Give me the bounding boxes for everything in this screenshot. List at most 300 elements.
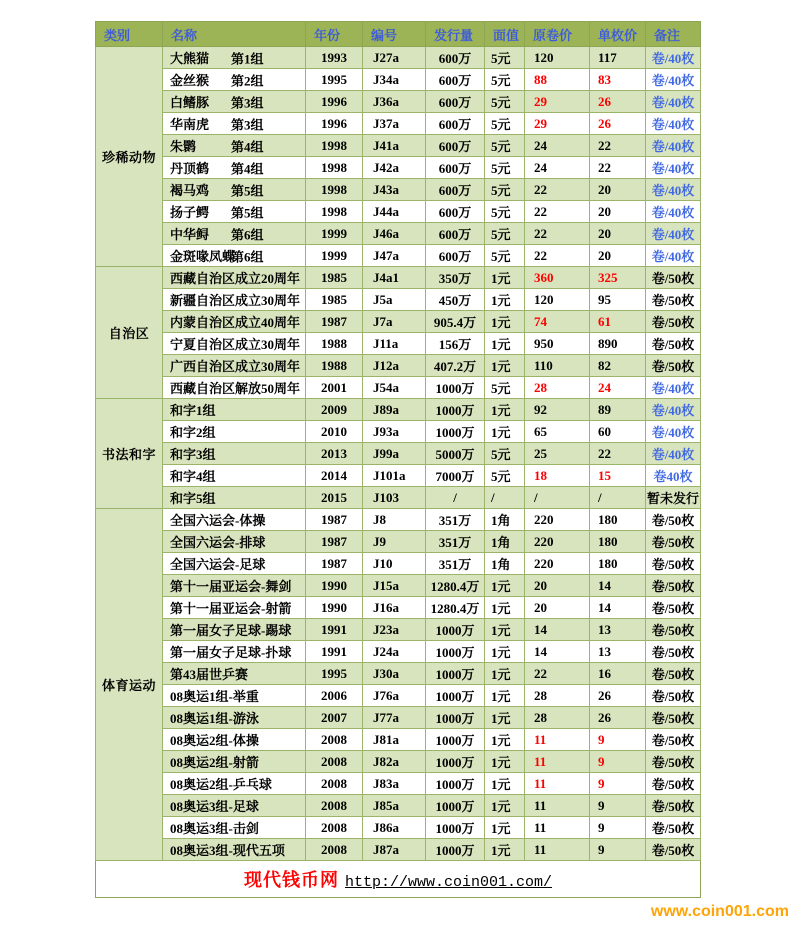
year-cell: 2010 bbox=[306, 421, 363, 443]
coin-name-cell bbox=[163, 663, 306, 685]
table-row bbox=[96, 729, 701, 751]
year-cell: 2006 bbox=[306, 685, 363, 707]
table-row bbox=[96, 619, 701, 641]
roll-cell: / bbox=[525, 487, 590, 509]
code-cell: J9 bbox=[363, 531, 426, 553]
issue-cell: 1280.4万 bbox=[426, 575, 485, 597]
year-cell: 1990 bbox=[306, 575, 363, 597]
coin-name: 和字5组 bbox=[170, 491, 216, 506]
group-label: 第6组 bbox=[231, 227, 264, 242]
table-row bbox=[96, 465, 701, 487]
code-cell: J93a bbox=[363, 421, 426, 443]
table-row bbox=[96, 707, 701, 729]
note-cell: 卷/40枚 bbox=[646, 201, 701, 223]
unit-cell: 82 bbox=[590, 355, 646, 377]
note-cell: 卷/50枚 bbox=[646, 333, 701, 355]
face-cell: 1元 bbox=[485, 641, 525, 663]
code-cell: J83a bbox=[363, 773, 426, 795]
note-cell: 卷/50枚 bbox=[646, 575, 701, 597]
code-cell: J101a bbox=[363, 465, 426, 487]
coin-name-cell bbox=[163, 157, 306, 179]
group-label: 第5组 bbox=[231, 205, 264, 220]
roll-cell: 74 bbox=[525, 311, 590, 333]
face-cell: 1元 bbox=[485, 663, 525, 685]
roll-cell: 11 bbox=[525, 729, 590, 751]
roll-cell: 24 bbox=[525, 135, 590, 157]
table-row bbox=[96, 69, 701, 91]
face-cell: 5元 bbox=[485, 69, 525, 91]
issue-cell: 5000万 bbox=[426, 443, 485, 465]
issue-cell: 1000万 bbox=[426, 399, 485, 421]
code-cell: J24a bbox=[363, 641, 426, 663]
unit-cell: 9 bbox=[590, 773, 646, 795]
roll-cell: 22 bbox=[525, 179, 590, 201]
coin-name-cell bbox=[163, 201, 306, 223]
site-url-link[interactable]: http://www.coin001.com/ bbox=[344, 874, 553, 891]
coin-name-cell bbox=[163, 223, 306, 245]
coin-name: 和字3组 bbox=[170, 447, 216, 462]
code-cell: J4a1 bbox=[363, 267, 426, 289]
coin-name-cell bbox=[163, 135, 306, 157]
table-row bbox=[96, 575, 701, 597]
code-cell: J46a bbox=[363, 223, 426, 245]
issue-cell: 600万 bbox=[426, 91, 485, 113]
issue-cell: 1000万 bbox=[426, 377, 485, 399]
year-cell: 1998 bbox=[306, 135, 363, 157]
coin-name-cell bbox=[163, 443, 306, 465]
coin-name: 扬子鳄 bbox=[170, 205, 210, 220]
issue-cell: 1000万 bbox=[426, 817, 485, 839]
code-cell: J81a bbox=[363, 729, 426, 751]
code-cell: J86a bbox=[363, 817, 426, 839]
footer-row bbox=[96, 861, 701, 898]
code-cell: J43a bbox=[363, 179, 426, 201]
coin-name: 08奥运3组-击剑 bbox=[170, 821, 259, 836]
issue-cell: 600万 bbox=[426, 223, 485, 245]
code-cell: J11a bbox=[363, 333, 426, 355]
issue-cell: 600万 bbox=[426, 113, 485, 135]
face-cell: 1元 bbox=[485, 773, 525, 795]
column-header-roll: 原卷价 bbox=[525, 22, 590, 47]
roll-cell: 14 bbox=[525, 619, 590, 641]
code-cell: J76a bbox=[363, 685, 426, 707]
coin-name: 08奥运3组-足球 bbox=[170, 799, 259, 814]
unit-cell: 26 bbox=[590, 91, 646, 113]
issue-cell: 600万 bbox=[426, 201, 485, 223]
year-cell: 2008 bbox=[306, 839, 363, 861]
coin-name-cell bbox=[163, 575, 306, 597]
face-cell: 1元 bbox=[485, 333, 525, 355]
roll-cell: 11 bbox=[525, 795, 590, 817]
coin-name-cell bbox=[163, 773, 306, 795]
coin-name-cell bbox=[163, 399, 306, 421]
year-cell: 2013 bbox=[306, 443, 363, 465]
table-row bbox=[96, 751, 701, 773]
issue-cell: 1000万 bbox=[426, 795, 485, 817]
unit-cell: 22 bbox=[590, 135, 646, 157]
roll-cell: 11 bbox=[525, 839, 590, 861]
table-row bbox=[96, 663, 701, 685]
issue-cell: 351万 bbox=[426, 531, 485, 553]
issue-cell: 450万 bbox=[426, 289, 485, 311]
coin-name-cell bbox=[163, 751, 306, 773]
issue-cell: 905.4万 bbox=[426, 311, 485, 333]
unit-cell: 180 bbox=[590, 531, 646, 553]
group-label: 第3组 bbox=[231, 95, 264, 110]
roll-cell: 28 bbox=[525, 377, 590, 399]
unit-cell: 9 bbox=[590, 729, 646, 751]
coin-name: 丹顶鹤 bbox=[170, 161, 210, 176]
unit-cell: 9 bbox=[590, 751, 646, 773]
year-cell: 2008 bbox=[306, 795, 363, 817]
coin-name: 全国六运会-排球 bbox=[170, 535, 266, 550]
unit-cell: 20 bbox=[590, 179, 646, 201]
roll-cell: 120 bbox=[525, 289, 590, 311]
roll-cell: 65 bbox=[525, 421, 590, 443]
note-cell: 卷/50枚 bbox=[646, 289, 701, 311]
table-row bbox=[96, 91, 701, 113]
table-row bbox=[96, 531, 701, 553]
table-row bbox=[96, 333, 701, 355]
roll-cell: 120 bbox=[525, 47, 590, 69]
group-label: 第3组 bbox=[231, 117, 264, 132]
note-cell: 卷/40枚 bbox=[646, 179, 701, 201]
unit-cell: 117 bbox=[590, 47, 646, 69]
coin-name-cell bbox=[163, 839, 306, 861]
coin-name-cell bbox=[163, 553, 306, 575]
table-header-row bbox=[96, 22, 701, 47]
table-row bbox=[96, 201, 701, 223]
table-row bbox=[96, 267, 701, 289]
code-cell: J44a bbox=[363, 201, 426, 223]
category-cell-3: 书法和字 bbox=[96, 399, 163, 509]
year-cell: 1990 bbox=[306, 597, 363, 619]
roll-cell: 28 bbox=[525, 707, 590, 729]
code-cell: J5a bbox=[363, 289, 426, 311]
coin-name-cell bbox=[163, 355, 306, 377]
table-row bbox=[96, 421, 701, 443]
table-row bbox=[96, 641, 701, 663]
year-cell: 1996 bbox=[306, 91, 363, 113]
coin-name-cell bbox=[163, 267, 306, 289]
code-cell: J99a bbox=[363, 443, 426, 465]
watermark: www.coin001.com bbox=[650, 903, 789, 920]
table-row bbox=[96, 47, 701, 69]
year-cell: 2009 bbox=[306, 399, 363, 421]
note-cell: 卷/40枚 bbox=[646, 399, 701, 421]
issue-cell: 1000万 bbox=[426, 839, 485, 861]
category-cell-2: 自治区 bbox=[96, 267, 163, 399]
coin-name: 大熊猫 bbox=[170, 51, 210, 66]
roll-cell: 220 bbox=[525, 553, 590, 575]
year-cell: 1998 bbox=[306, 179, 363, 201]
coin-name: 金斑喙凤蝶 bbox=[170, 249, 236, 264]
issue-cell: 1000万 bbox=[426, 707, 485, 729]
coin-name: 内蒙自治区成立40周年 bbox=[170, 315, 301, 330]
year-cell: 1988 bbox=[306, 355, 363, 377]
year-cell: 1987 bbox=[306, 311, 363, 333]
coin-name: 08奥运1组-举重 bbox=[170, 689, 259, 704]
unit-cell: 26 bbox=[590, 707, 646, 729]
issue-cell: 1000万 bbox=[426, 685, 485, 707]
table-row bbox=[96, 795, 701, 817]
table-row bbox=[96, 597, 701, 619]
code-cell: J41a bbox=[363, 135, 426, 157]
code-cell: J89a bbox=[363, 399, 426, 421]
unit-cell: 20 bbox=[590, 223, 646, 245]
issue-cell: 600万 bbox=[426, 245, 485, 267]
issue-cell: 407.2万 bbox=[426, 355, 485, 377]
roll-cell: 20 bbox=[525, 575, 590, 597]
coin-name-cell bbox=[163, 377, 306, 399]
code-cell: J85a bbox=[363, 795, 426, 817]
issue-cell: 1280.4万 bbox=[426, 597, 485, 619]
issue-cell: 600万 bbox=[426, 69, 485, 91]
table-row bbox=[96, 289, 701, 311]
year-cell: 1996 bbox=[306, 113, 363, 135]
code-cell: J34a bbox=[363, 69, 426, 91]
note-cell: 卷/40枚 bbox=[646, 223, 701, 245]
face-cell: 1角 bbox=[485, 509, 525, 531]
unit-cell: 95 bbox=[590, 289, 646, 311]
code-cell: J10 bbox=[363, 553, 426, 575]
face-cell: 1元 bbox=[485, 289, 525, 311]
coin-name-cell bbox=[163, 179, 306, 201]
column-header-category: 类别 bbox=[96, 22, 163, 47]
site-name: 现代钱币网 bbox=[243, 870, 339, 890]
face-cell: 1元 bbox=[485, 751, 525, 773]
note-cell: 卷/50枚 bbox=[646, 663, 701, 685]
unit-cell: 14 bbox=[590, 575, 646, 597]
table-row bbox=[96, 773, 701, 795]
coin-name-cell bbox=[163, 311, 306, 333]
note-cell: 卷/50枚 bbox=[646, 553, 701, 575]
column-header-issue: 发行量 bbox=[426, 22, 485, 47]
roll-cell: 22 bbox=[525, 223, 590, 245]
coin-name-cell bbox=[163, 245, 306, 267]
coin-name-cell bbox=[163, 619, 306, 641]
note-cell: 卷/40枚 bbox=[646, 377, 701, 399]
issue-cell: 156万 bbox=[426, 333, 485, 355]
unit-cell: 20 bbox=[590, 201, 646, 223]
roll-cell: 22 bbox=[525, 245, 590, 267]
year-cell: 2008 bbox=[306, 773, 363, 795]
issue-cell: 600万 bbox=[426, 135, 485, 157]
unit-cell: / bbox=[590, 487, 646, 509]
roll-cell: 24 bbox=[525, 157, 590, 179]
issue-cell: 600万 bbox=[426, 179, 485, 201]
coin-name: 和字1组 bbox=[170, 403, 216, 418]
face-cell: 1元 bbox=[485, 795, 525, 817]
issue-cell: 1000万 bbox=[426, 751, 485, 773]
unit-cell: 15 bbox=[590, 465, 646, 487]
table-row bbox=[96, 817, 701, 839]
unit-cell: 89 bbox=[590, 399, 646, 421]
coin-name-cell bbox=[163, 487, 306, 509]
face-cell: 1元 bbox=[485, 311, 525, 333]
category-cell-1: 珍稀动物 bbox=[96, 47, 163, 267]
roll-cell: 220 bbox=[525, 531, 590, 553]
code-cell: J42a bbox=[363, 157, 426, 179]
coin-name: 褐马鸡 bbox=[170, 183, 210, 198]
coin-name: 第一届女子足球-踢球 bbox=[170, 623, 292, 638]
issue-cell: 7000万 bbox=[426, 465, 485, 487]
table-row bbox=[96, 311, 701, 333]
code-cell: J37a bbox=[363, 113, 426, 135]
year-cell: 1991 bbox=[306, 641, 363, 663]
coin-name-cell bbox=[163, 531, 306, 553]
unit-cell: 61 bbox=[590, 311, 646, 333]
coin-name-cell bbox=[163, 597, 306, 619]
issue-cell: 1000万 bbox=[426, 773, 485, 795]
roll-cell: 110 bbox=[525, 355, 590, 377]
roll-cell: 29 bbox=[525, 113, 590, 135]
note-cell: 卷/40枚 bbox=[646, 135, 701, 157]
issue-cell: 351万 bbox=[426, 509, 485, 531]
year-cell: 1999 bbox=[306, 223, 363, 245]
note-cell: 卷/50枚 bbox=[646, 531, 701, 553]
year-cell: 2014 bbox=[306, 465, 363, 487]
group-label: 第4组 bbox=[231, 139, 264, 154]
column-header-face: 面值 bbox=[485, 22, 525, 47]
coin-name: 第43届世乒赛 bbox=[170, 667, 249, 682]
unit-cell: 180 bbox=[590, 553, 646, 575]
face-cell: 1元 bbox=[485, 267, 525, 289]
table-row bbox=[96, 553, 701, 575]
coin-name: 第十一届亚运会-射箭 bbox=[170, 601, 292, 616]
code-cell: J16a bbox=[363, 597, 426, 619]
unit-cell: 83 bbox=[590, 69, 646, 91]
code-cell: J82a bbox=[363, 751, 426, 773]
table-row bbox=[96, 509, 701, 531]
issue-cell: 1000万 bbox=[426, 421, 485, 443]
coin-name: 08奥运3组-现代五项 bbox=[170, 843, 285, 858]
roll-cell: 92 bbox=[525, 399, 590, 421]
face-cell: 5元 bbox=[485, 201, 525, 223]
roll-cell: 360 bbox=[525, 267, 590, 289]
note-cell: 卷/50枚 bbox=[646, 597, 701, 619]
coin-name-cell bbox=[163, 707, 306, 729]
note-cell: 暂未发行 bbox=[646, 487, 701, 509]
coin-name-cell bbox=[163, 69, 306, 91]
face-cell: 1角 bbox=[485, 531, 525, 553]
code-cell: J23a bbox=[363, 619, 426, 641]
year-cell: 2015 bbox=[306, 487, 363, 509]
coin-name: 西藏自治区成立20周年 bbox=[170, 271, 301, 286]
table-row bbox=[96, 245, 701, 267]
unit-cell: 9 bbox=[590, 817, 646, 839]
year-cell: 1985 bbox=[306, 267, 363, 289]
unit-cell: 60 bbox=[590, 421, 646, 443]
face-cell: 5元 bbox=[485, 47, 525, 69]
group-label: 第4组 bbox=[231, 161, 264, 176]
face-cell: 1元 bbox=[485, 597, 525, 619]
coin-name: 和字4组 bbox=[170, 469, 216, 484]
note-cell: 卷/50枚 bbox=[646, 839, 701, 861]
unit-cell: 22 bbox=[590, 157, 646, 179]
face-cell: 1元 bbox=[485, 399, 525, 421]
face-cell: 1元 bbox=[485, 355, 525, 377]
issue-cell: 351万 bbox=[426, 553, 485, 575]
unit-cell: 180 bbox=[590, 509, 646, 531]
year-cell: 1987 bbox=[306, 531, 363, 553]
coin-name: 朱鹮 bbox=[170, 139, 197, 154]
code-cell: J7a bbox=[363, 311, 426, 333]
face-cell: 5元 bbox=[485, 179, 525, 201]
table-row bbox=[96, 355, 701, 377]
coin-name: 08奥运2组-射箭 bbox=[170, 755, 259, 770]
unit-cell: 20 bbox=[590, 245, 646, 267]
roll-cell: 11 bbox=[525, 773, 590, 795]
note-cell: 卷/50枚 bbox=[646, 795, 701, 817]
unit-cell: 26 bbox=[590, 113, 646, 135]
group-label: 第2组 bbox=[231, 73, 264, 88]
coin-name: 08奥运2组-体操 bbox=[170, 733, 259, 748]
table-row bbox=[96, 839, 701, 861]
code-cell: J15a bbox=[363, 575, 426, 597]
coin-name: 西藏自治区解放50周年 bbox=[170, 381, 301, 396]
note-cell: 卷/40枚 bbox=[646, 245, 701, 267]
roll-cell: 29 bbox=[525, 91, 590, 113]
unit-cell: 24 bbox=[590, 377, 646, 399]
face-cell: 1元 bbox=[485, 421, 525, 443]
table-row bbox=[96, 377, 701, 399]
code-cell: J27a bbox=[363, 47, 426, 69]
year-cell: 2008 bbox=[306, 817, 363, 839]
face-cell: / bbox=[485, 487, 525, 509]
unit-cell: 26 bbox=[590, 685, 646, 707]
roll-cell: 88 bbox=[525, 69, 590, 91]
issue-cell: 600万 bbox=[426, 157, 485, 179]
table-row bbox=[96, 487, 701, 509]
note-cell: 卷/40枚 bbox=[646, 443, 701, 465]
issue-cell: 1000万 bbox=[426, 663, 485, 685]
year-cell: 2001 bbox=[306, 377, 363, 399]
unit-cell: 13 bbox=[590, 641, 646, 663]
note-cell: 卷/50枚 bbox=[646, 707, 701, 729]
code-cell: J54a bbox=[363, 377, 426, 399]
note-cell: 卷/50枚 bbox=[646, 267, 701, 289]
note-cell: 卷40枚 bbox=[646, 465, 701, 487]
year-cell: 2008 bbox=[306, 729, 363, 751]
year-cell: 1995 bbox=[306, 663, 363, 685]
footer-cell bbox=[96, 861, 701, 898]
face-cell: 1元 bbox=[485, 817, 525, 839]
year-cell: 1999 bbox=[306, 245, 363, 267]
note-cell: 卷/40枚 bbox=[646, 47, 701, 69]
note-cell: 卷/50枚 bbox=[646, 641, 701, 663]
coin-name-cell bbox=[163, 421, 306, 443]
note-cell: 卷/50枚 bbox=[646, 311, 701, 333]
coin-name-cell bbox=[163, 465, 306, 487]
face-cell: 1元 bbox=[485, 839, 525, 861]
note-cell: 卷/50枚 bbox=[646, 751, 701, 773]
roll-cell: 11 bbox=[525, 751, 590, 773]
face-cell: 5元 bbox=[485, 245, 525, 267]
roll-cell: 14 bbox=[525, 641, 590, 663]
issue-cell: / bbox=[426, 487, 485, 509]
year-cell: 1998 bbox=[306, 157, 363, 179]
note-cell: 卷/50枚 bbox=[646, 509, 701, 531]
coin-name: 08奥运1组-游泳 bbox=[170, 711, 259, 726]
year-cell: 1991 bbox=[306, 619, 363, 641]
unit-cell: 9 bbox=[590, 839, 646, 861]
roll-cell: 18 bbox=[525, 465, 590, 487]
face-cell: 5元 bbox=[485, 91, 525, 113]
coin-name: 第十一届亚运会-舞剑 bbox=[170, 579, 292, 594]
unit-cell: 22 bbox=[590, 443, 646, 465]
note-cell: 卷/40枚 bbox=[646, 91, 701, 113]
